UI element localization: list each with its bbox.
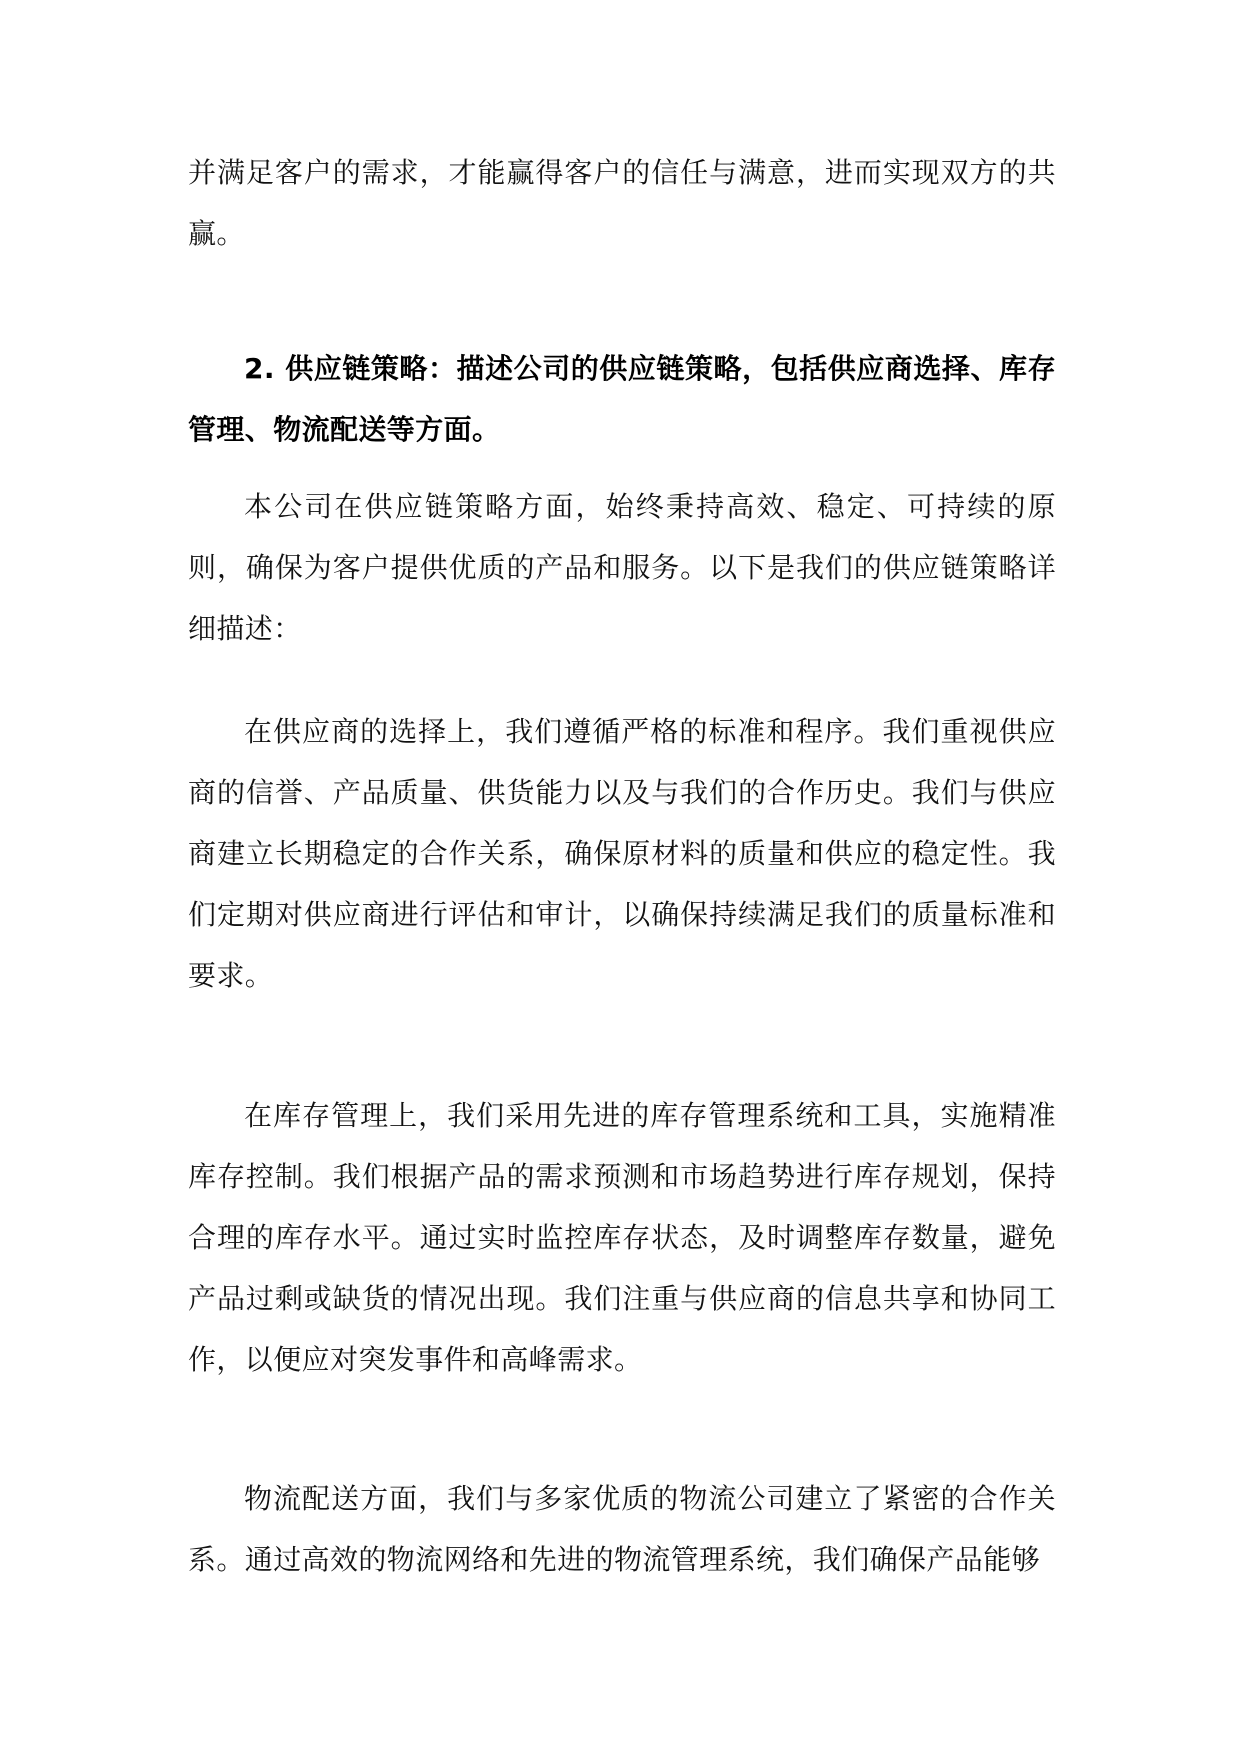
supplier-paragraph: 在供应商的选择上，我们遵循严格的标准和程序。我们重视供应商的信誉、产品质量、供货能力以及与我们的合作历史。我们与供应商建立长期稳定的合作关系，确保原材料的质量和供应的稳定性。我们定期对供应商进行评估和审计，以确保持续满足我们的质量标准和要求。	[188, 715, 1056, 992]
inventory-paragraph: 在库存管理上，我们采用先进的库存管理系统和工具，实施精准库存控制。我们根据产品的需求预测和市场趋势进行库存规划，保持合理的库存水平。通过实时监控库存状态，及时调整库存数量，避免产品过剩或缺货的情况出现。我们注重与供应商的信息共享和协同工作，以便应对突发事件和高峰需求。	[188, 1099, 1056, 1376]
logistics-paragraph: 物流配送方面，我们与多家优质的物流公司建立了紧密的合作关系。通过高效的物流网络和先进的物流管理系统，我们确保产品能够	[188, 1482, 1056, 1576]
continued-paragraph: 并满足客户的需求，才能赢得客户的信任与满意，进而实现双方的共赢。	[188, 156, 1056, 250]
intro-paragraph: 本公司在供应链策略方面，始终秉持高效、稳定、可持续的原则，确保为客户提供优质的产品和服务。以下是我们的供应链策略详细描述：	[188, 490, 1056, 645]
section-heading: 2. 供应链策略：描述公司的供应链策略，包括供应商选择、库存管理、物流配送等方面。	[188, 352, 1056, 446]
